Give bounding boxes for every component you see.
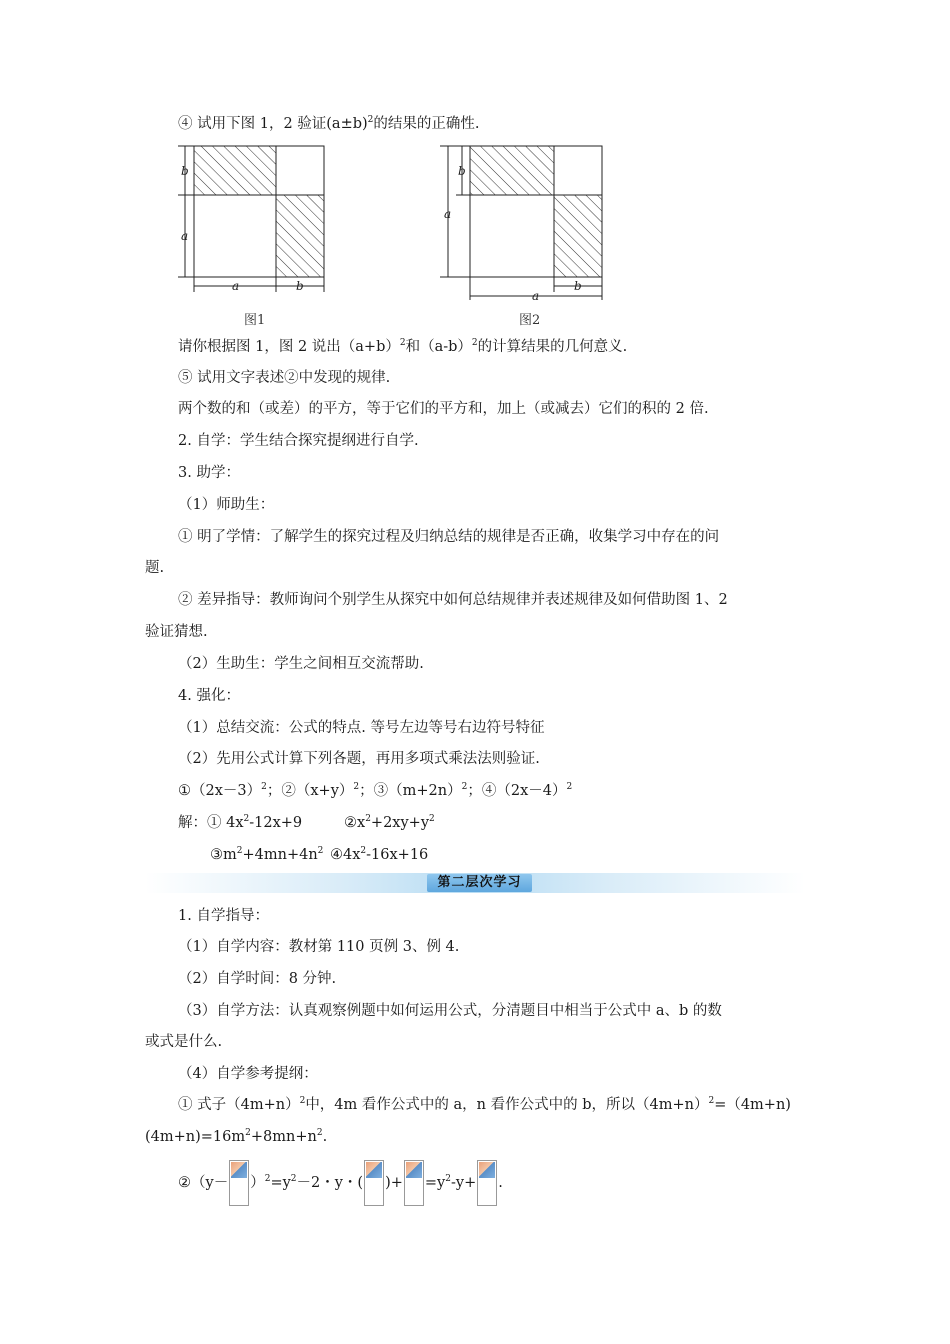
blank-image-box	[364, 1160, 384, 1206]
figure-2-caption: 图2	[519, 313, 541, 328]
text-line: 2. 自学：学生结合探究提纲进行自学.	[178, 433, 419, 449]
text-line: （2）生助生：学生之间相互交流帮助.	[178, 656, 424, 672]
image-placeholder-icon	[231, 1162, 247, 1178]
text-line: ① 式子$(4m+n)^2$中，4m 看作公式中的 a，n 看作公式中的 b，所以$(4m+n)^2=(4m+n)$	[178, 1096, 791, 1113]
text-line: ④ 试用下图 1，2 验证$(a\pm b)^2$的结果的正确性.	[178, 115, 480, 132]
text-line: （4）自学参考提纲：	[178, 1066, 318, 1082]
text-line: $②x^2+2xy+y^2$	[344, 814, 435, 831]
fig1-hatched-right	[276, 195, 324, 277]
text-line: （1）总结交流：公式的特点. 等号左边等号右边符号特征	[178, 720, 545, 736]
text-line: 验证猜想.	[145, 624, 208, 640]
text-line: $①(2x-3)^2$；$②(x+y)^2$；$③(m+2n)^2$；$④(2x-4)^2$	[178, 782, 573, 799]
figure-1-diagram	[172, 140, 337, 300]
fig2-label-a-bottom: a	[532, 289, 540, 303]
image-placeholder-icon	[479, 1162, 495, 1178]
text-line: 4. 强化：	[178, 688, 240, 704]
blank-image-box	[477, 1160, 497, 1206]
fig1-label-a-left: a	[181, 229, 189, 243]
text-line: （3）自学方法：认真观察例题中如何运用公式，分清题目中相当于公式中 a、b 的数	[178, 1003, 722, 1019]
fig1-label-b-bottom: b	[296, 279, 304, 293]
fig1-label-b-left: b	[181, 164, 189, 178]
text-line: $(4m+n)=16m^2+8mn+n^2$.	[145, 1128, 328, 1145]
fig2-hatched-top	[470, 146, 554, 195]
text-line: 3. 助学：	[178, 465, 240, 481]
text-line: ② 差异指导：教师询问个别学生从探究中如何总结规律并表述规律及如何借助图 1、2	[178, 592, 728, 608]
text-line: 或式是什么.	[145, 1034, 223, 1050]
text-line: （2）先用公式计算下列各题，再用多项式乘法法则验证.	[178, 751, 540, 767]
fig2-hatched-right	[554, 195, 602, 277]
text-line: 请你根据图 1，图 2 说出$(a+b)^2$和$(a-b)^2$的计算结果的几何意义.	[178, 338, 628, 355]
text-line: $③m^2+4mn+4n^2$	[210, 846, 324, 863]
text-line: ②（y－ ）$^2=y^2-2$・y・( )+ $=y^2-y+$ .	[178, 1160, 503, 1206]
fig1-label-a-bottom: a	[232, 279, 240, 293]
fig2-label-a-left: a	[444, 207, 452, 221]
fig2-label-b-left: b	[458, 164, 466, 178]
text-line: ⑤ 试用文字表述②中发现的规律.	[178, 370, 391, 386]
fig1-hatched-top	[194, 146, 276, 195]
text-line: ① 明了学情：了解学生的探究过程及归纳总结的规律是否正确，收集学习中存在的问	[178, 529, 720, 545]
section-banner-title: 第二层次学习	[427, 874, 532, 892]
blank-image-box	[229, 1160, 249, 1206]
text-line: 题.	[145, 560, 165, 576]
fig2-label-b-bottom: b	[574, 279, 582, 293]
figure-1-caption: 图1	[244, 313, 266, 328]
text-line: （1）师助生：	[178, 497, 275, 513]
image-placeholder-icon	[406, 1162, 422, 1178]
blank-image-box	[404, 1160, 424, 1206]
text-line: （1）自学内容：教材第 110 页例 3、例 4.	[178, 939, 460, 955]
text-line: （2）自学时间：8 分钟.	[178, 971, 337, 987]
text-line: 解：① $4x^2-12x+9$	[178, 814, 303, 831]
figure-2-diagram	[440, 140, 610, 305]
text-line: 两个数的和（或差）的平方，等于它们的平方和，加上（或减去）它们的积的 2 倍.	[178, 401, 709, 417]
image-placeholder-icon	[366, 1162, 382, 1178]
text-line: $④4x^2-16x+16$	[330, 846, 429, 863]
text-line: 1. 自学指导：	[178, 908, 269, 924]
